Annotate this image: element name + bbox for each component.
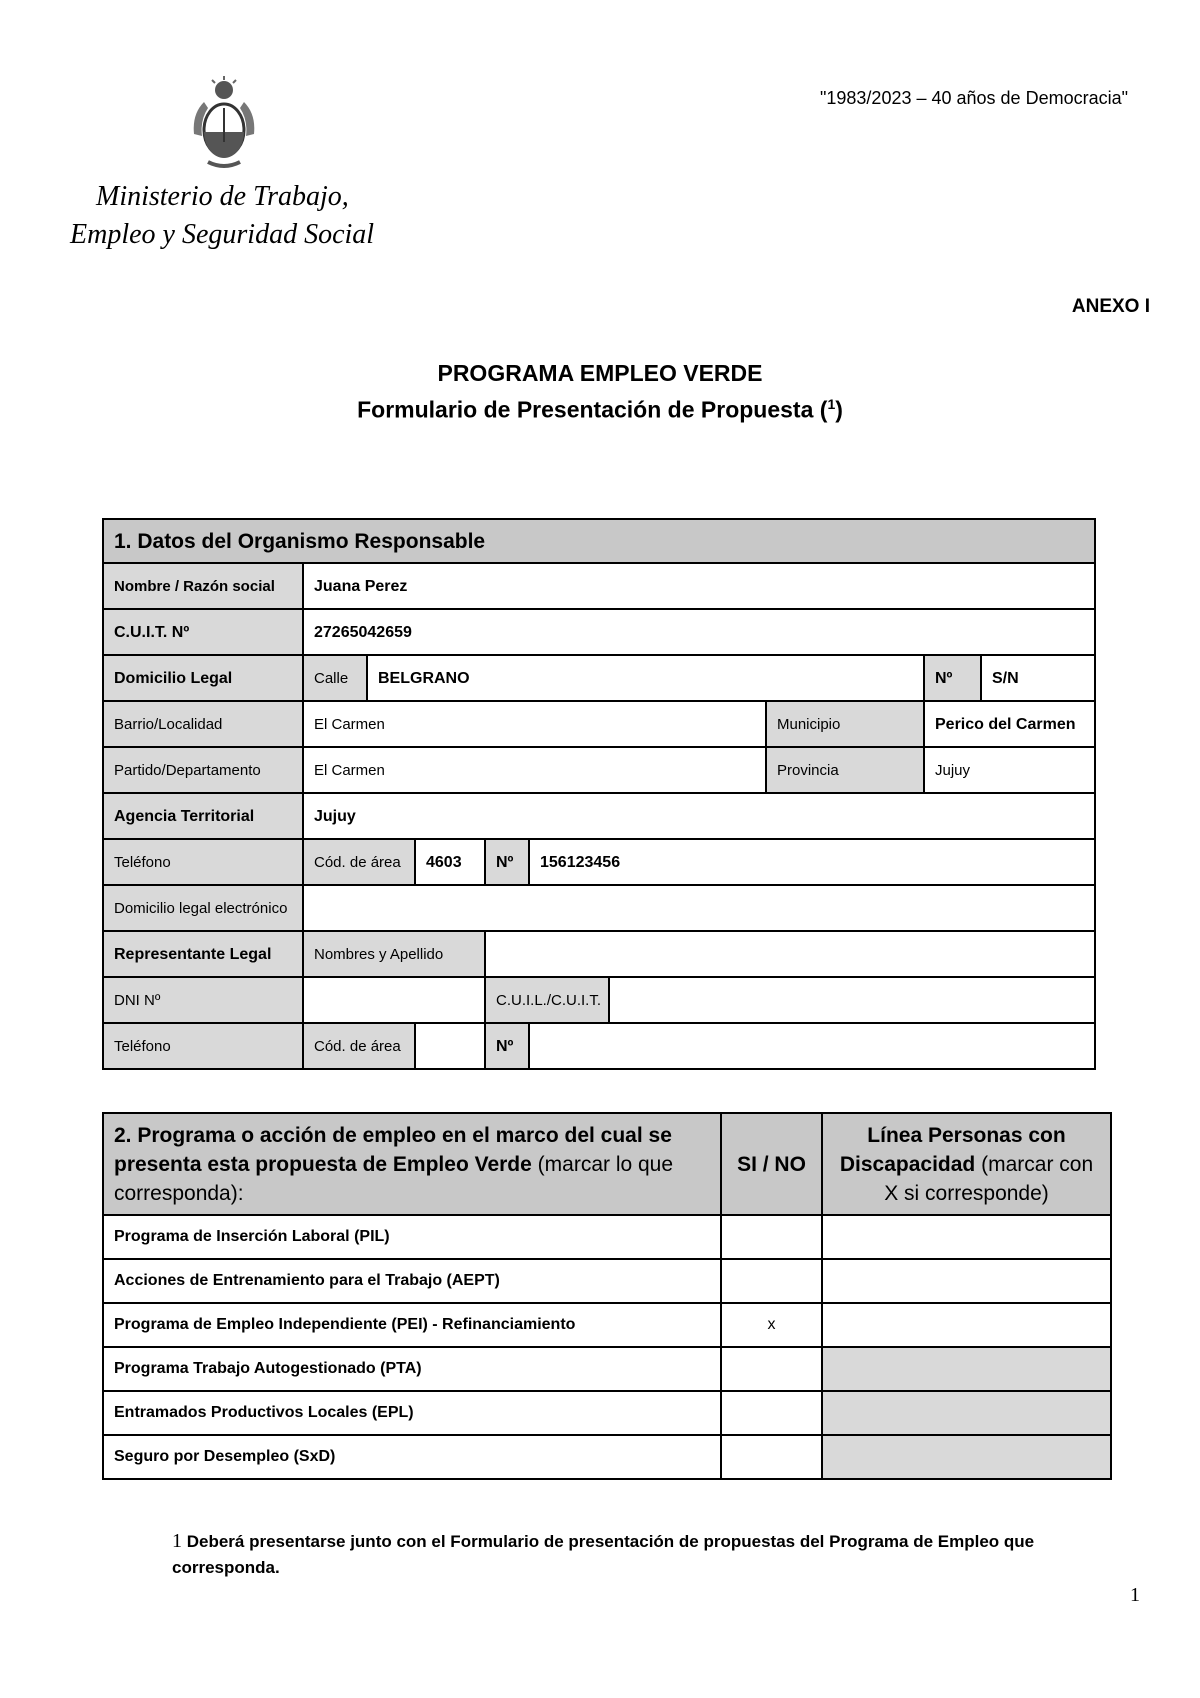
partido-field[interactable]: El Carmen bbox=[303, 747, 766, 793]
partido-label: Partido/Departamento bbox=[103, 747, 303, 793]
rep-numero-label: Nº bbox=[485, 1023, 529, 1069]
cuit-field[interactable]: 27265042659 bbox=[303, 609, 1095, 655]
domicilio-electronico-field[interactable] bbox=[303, 885, 1095, 931]
rep-cod-area-label: Cód. de área bbox=[303, 1023, 415, 1069]
organismo-table bbox=[102, 518, 1096, 1070]
linea-cell-disabled bbox=[822, 1347, 1111, 1391]
linea-cell[interactable] bbox=[822, 1259, 1111, 1303]
linea-cell-disabled bbox=[822, 1391, 1111, 1435]
linea-cell[interactable] bbox=[822, 1303, 1111, 1347]
nombres-apellido-label: Nombres y Apellido bbox=[303, 931, 485, 977]
ministry-logo-text bbox=[70, 178, 374, 254]
linea-column-header bbox=[822, 1113, 1111, 1215]
sino-cell[interactable] bbox=[721, 1435, 822, 1479]
domicilio-label: Domicilio Legal bbox=[103, 655, 303, 701]
provincia-field[interactable]: Jujuy bbox=[924, 747, 1095, 793]
barrio-field[interactable]: El Carmen bbox=[303, 701, 766, 747]
cod-area-field[interactable]: 4603 bbox=[415, 839, 485, 885]
footnote-text: Deberá presentarse junto con el Formulario de presentación de propuestas del Programa de Empleo que corresponda. bbox=[172, 1532, 1035, 1577]
footnote-number: 1 bbox=[172, 1530, 182, 1552]
rep-cod-area-field[interactable] bbox=[415, 1023, 485, 1069]
program-label: Entramados Productivos Locales (EPL) bbox=[103, 1391, 721, 1435]
telefono-label: Teléfono bbox=[103, 839, 303, 885]
municipio-label: Municipio bbox=[766, 701, 924, 747]
cuil-field[interactable] bbox=[609, 977, 1095, 1023]
sino-cell[interactable] bbox=[721, 1259, 822, 1303]
linea-header-normal: (marcar con X si corresponde) bbox=[884, 1152, 1094, 1205]
ministry-line-1: Ministerio de Trabajo, bbox=[96, 181, 349, 212]
sino-cell[interactable]: x bbox=[721, 1303, 822, 1347]
cuil-label: C.U.I.L./C.U.I.T. bbox=[485, 977, 609, 1023]
table-row bbox=[103, 1435, 1111, 1479]
calle-field[interactable]: BELGRANO bbox=[367, 655, 924, 701]
agencia-field[interactable]: Jujuy bbox=[303, 793, 1095, 839]
barrio-label: Barrio/Localidad bbox=[103, 701, 303, 747]
nombre-field[interactable]: Juana Perez bbox=[303, 563, 1095, 609]
cod-area-label: Cód. de área bbox=[303, 839, 415, 885]
linea-header-bold: Línea Personas con Discapacidad bbox=[839, 1123, 1066, 1176]
numero-field[interactable]: S/N bbox=[981, 655, 1095, 701]
page-number: 1 bbox=[1130, 1584, 1140, 1606]
program-label: Programa de Inserción Laboral (PIL) bbox=[103, 1215, 721, 1259]
table-row bbox=[103, 1391, 1111, 1435]
linea-cell-disabled bbox=[822, 1435, 1111, 1479]
rep-telefono-label: Teléfono bbox=[103, 1023, 303, 1069]
sino-cell[interactable] bbox=[721, 1215, 822, 1259]
table-row bbox=[103, 1259, 1111, 1303]
nombres-apellido-field[interactable] bbox=[485, 931, 1095, 977]
form-title bbox=[0, 396, 1200, 424]
dni-label: DNI Nº bbox=[103, 977, 303, 1023]
footnote-reference: 1 bbox=[827, 396, 836, 412]
form-title-text: Formulario de Presentación de Propuesta ( bbox=[357, 396, 828, 423]
rep-numero-field[interactable] bbox=[529, 1023, 1095, 1069]
nombre-label: Nombre / Razón social bbox=[103, 563, 303, 609]
linea-cell[interactable] bbox=[822, 1215, 1111, 1259]
democracy-motto: "1983/2023 – 40 años de Democracia" bbox=[820, 88, 1128, 108]
program-label: Programa Trabajo Autogestionado (PTA) bbox=[103, 1347, 721, 1391]
tel-numero-label: Nº bbox=[485, 839, 529, 885]
section1-heading: 1. Datos del Organismo Responsable bbox=[103, 519, 1095, 563]
program-label: Acciones de Entrenamiento para el Trabajo (AEPT) bbox=[103, 1259, 721, 1303]
sino-column-header: SI / NO bbox=[721, 1113, 822, 1215]
sino-cell[interactable] bbox=[721, 1347, 822, 1391]
domicilio-electronico-label: Domicilio legal electrónico bbox=[103, 885, 303, 931]
numero-label: Nº bbox=[924, 655, 981, 701]
provincia-label: Provincia bbox=[766, 747, 924, 793]
coat-of-arms-icon bbox=[188, 74, 260, 172]
footnote bbox=[172, 1528, 1072, 1581]
calle-label: Calle bbox=[303, 655, 367, 701]
dni-field[interactable] bbox=[303, 977, 485, 1023]
annex-label: ANEXO I bbox=[1071, 296, 1150, 317]
ministry-line-2: Empleo y Seguridad Social bbox=[70, 219, 375, 250]
section2-heading bbox=[103, 1113, 721, 1215]
cuit-label: C.U.I.T. Nº bbox=[103, 609, 303, 655]
table-row bbox=[103, 1215, 1111, 1259]
program-label: Seguro por Desempleo (SxD) bbox=[103, 1435, 721, 1479]
representante-label: Representante Legal bbox=[103, 931, 303, 977]
table-row bbox=[103, 1303, 1111, 1347]
tel-numero-field[interactable]: 156123456 bbox=[529, 839, 1095, 885]
agencia-label: Agencia Territorial bbox=[103, 793, 303, 839]
municipio-field[interactable]: Perico del Carmen bbox=[924, 701, 1095, 747]
program-title: PROGRAMA EMPLEO VERDE bbox=[437, 360, 763, 386]
section2-heading-bold: 2. Programa o acción de empleo en el marco del cual se presenta esta propuesta de Empleo Verde bbox=[114, 1123, 672, 1176]
table-row bbox=[103, 1347, 1111, 1391]
sino-cell[interactable] bbox=[721, 1391, 822, 1435]
form-title-end: ) bbox=[835, 396, 843, 423]
program-label: Programa de Empleo Independiente (PEI) - Refinanciamiento bbox=[103, 1303, 721, 1347]
programa-table bbox=[102, 1112, 1112, 1480]
section2-heading-normal: (marcar lo que corresponda): bbox=[114, 1152, 674, 1205]
